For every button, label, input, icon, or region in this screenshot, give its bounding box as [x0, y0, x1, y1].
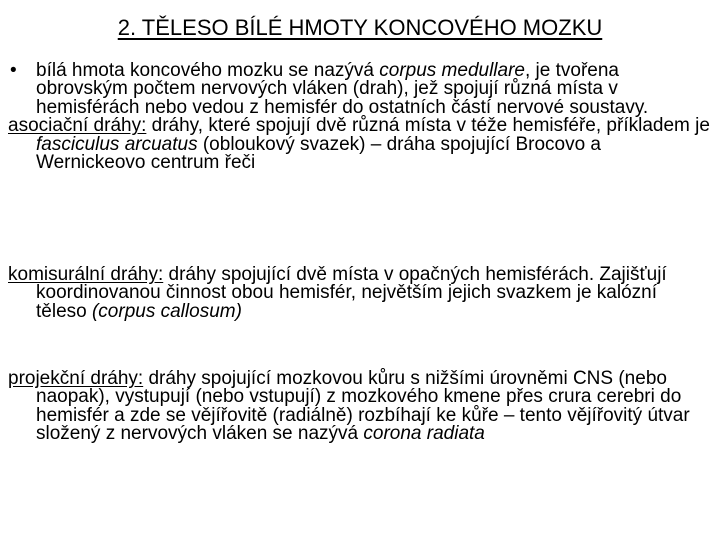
association-latin-term: fasciculus arcuatus: [36, 133, 198, 155]
projection-text-1: dráhy spojující mozkovou kůru s nižšími úrovněmi CNS (nebo naopak), vystupují (nebo vstupují) z mozkového kmene přes crura cerebri do hemisfér a zde se vějířovitě (radiálně) rozbíhají ke kůře – tento vějířovitý útvar složený z nervových vláken se nazývá: [36, 368, 690, 445]
commissural-latin-term: (corpus callosum): [91, 300, 242, 322]
slide-title: 2. TĚLESO BÍLÉ HMOTY KONCOVÉHO MOZKU: [117, 15, 603, 40]
intro-text-1: bílá hmota koncového mozku se nazývá: [36, 60, 380, 81]
projection-paragraph: [8, 370, 712, 444]
projection-term: projekční dráhy:: [8, 368, 144, 389]
content-block: [8, 62, 712, 172]
association-paragraph: [8, 117, 712, 172]
commissural-term: komisurální dráhy:: [8, 264, 164, 285]
commissural-paragraph: [8, 266, 712, 321]
association-text-2: (obloukový svazek) – dráha spojující Brocovo a Wernickeovo centrum řeči: [36, 133, 602, 174]
commissural-block: [8, 266, 712, 321]
association-text-1: dráhy, které spojují dvě různá místa v téže hemisféře, příkladem je: [146, 115, 710, 137]
projection-block: [8, 370, 712, 444]
projection-latin-term: corona radiata: [363, 423, 485, 445]
intro-text-2: , je tvořena obrovským počtem nervových vláken (drah), jež spojují různá místa v hemisférách nebo vedou z hemisfér do ostatních částí nervové soustavy.: [36, 60, 649, 118]
association-term: asociační dráhy:: [8, 115, 147, 137]
intro-latin-term: corpus medullare: [379, 60, 525, 81]
bullet-icon: •: [10, 60, 17, 81]
intro-paragraph: [8, 62, 712, 117]
commissural-text-1: dráhy spojující dvě místa v opačných hemisférách. Zajišťují koordinovanou činnost obou hemisfér, největším jejich svazkem je kalózní těleso: [36, 264, 667, 322]
